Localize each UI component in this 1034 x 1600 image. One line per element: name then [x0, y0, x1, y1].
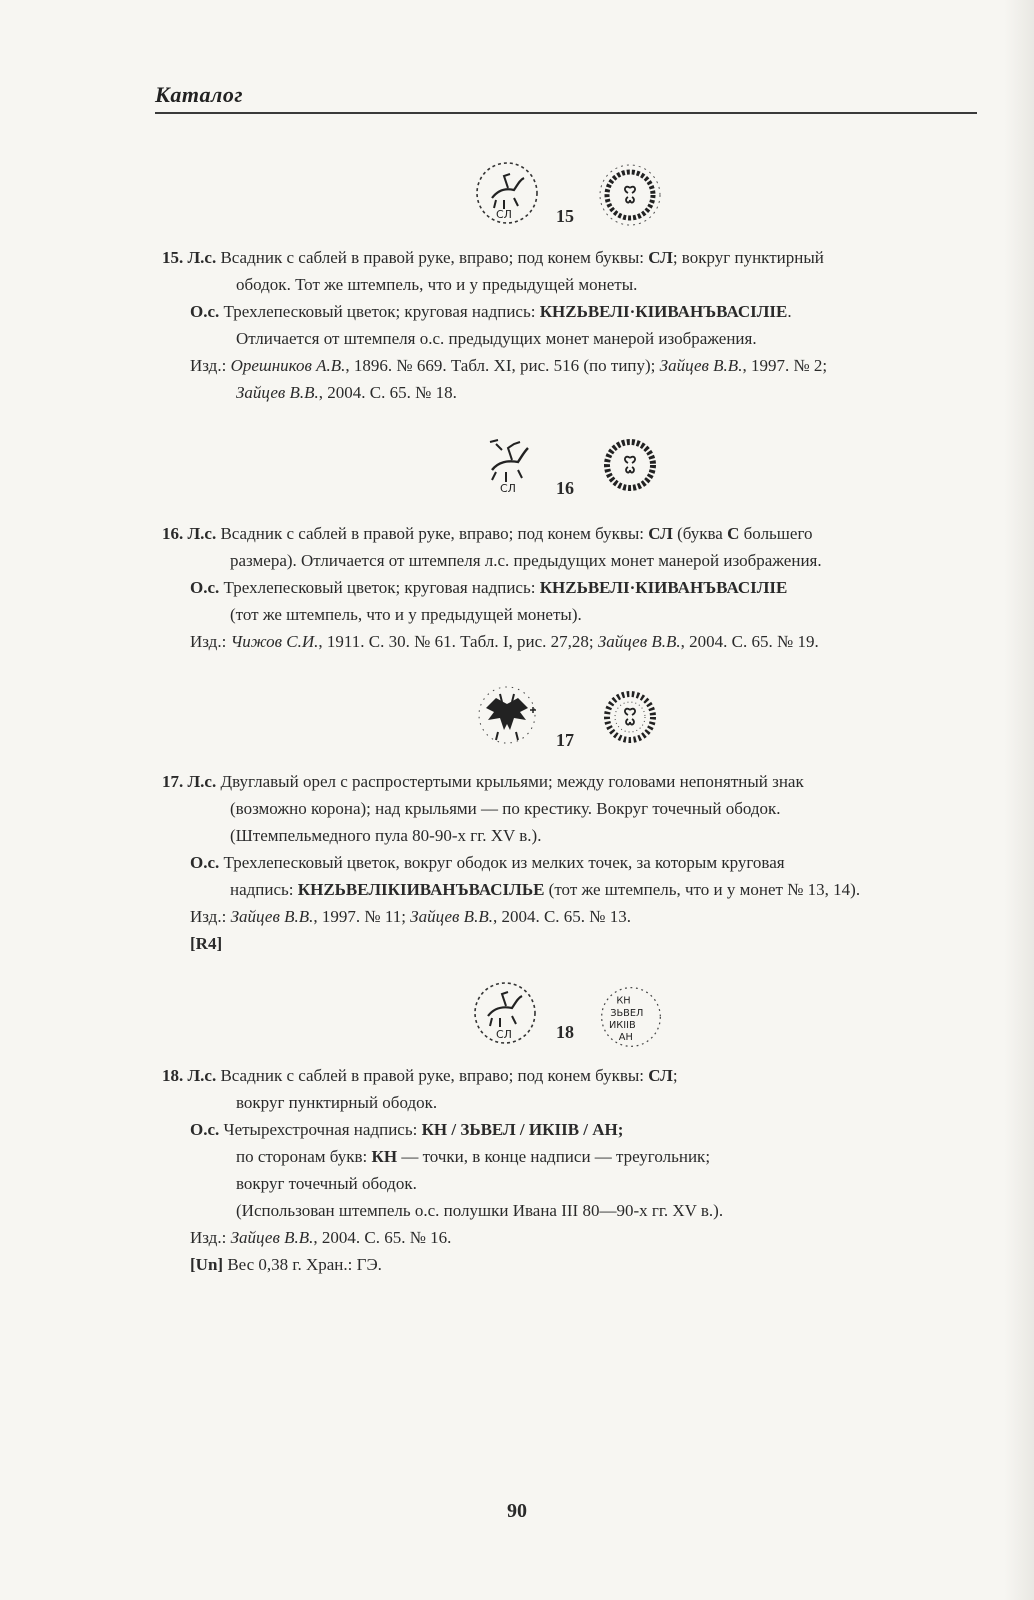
obverse-text: Всадник с саблей в правой руке, вправо; под конем буквы:: [216, 248, 649, 267]
author: Чижов С.И.: [230, 632, 319, 651]
reverse-continuation: Отличается от штемпеля о.с. предыдущих монет манерой изображения.: [236, 329, 757, 348]
reverse-flower-coin-image: [597, 432, 663, 498]
obverse-continuation: размера). Отличается от штемпеля л.с. предыдущих монет манерой изображения.: [230, 551, 822, 570]
obverse-letters: СЛ: [648, 1066, 673, 1085]
obverse-rider-coin-image: [476, 430, 542, 496]
catalog-entry-16: [162, 520, 952, 655]
reverse-label: О.с.: [190, 578, 220, 597]
reverse-label: О.с.: [190, 302, 220, 321]
rarity-mark: [R4]: [190, 934, 223, 953]
svg-text:АН: АН: [618, 1032, 633, 1044]
entry-label: 18. Л.с.: [162, 1066, 217, 1085]
obverse-rider-coin-image: [472, 980, 538, 1046]
coin-figure-18: [0, 980, 1034, 1060]
svg-text:СЛ: СЛ: [496, 1028, 512, 1041]
obverse-text: ; вокруг пунктирный: [672, 248, 824, 267]
catalog-entry-17: [162, 768, 952, 957]
author: Зайцев В.В.: [230, 907, 314, 926]
reverse-text: Трехлепесковый цветок, вокруг ободок из мелких точек, за которым круговая: [219, 853, 785, 872]
reverse-flower-coin-image: [597, 162, 663, 228]
reverse-continuation: (тот же штемпель, что и у предыдущей монеты).: [230, 605, 582, 624]
obverse-letters: СЛ: [648, 524, 673, 543]
obverse-text: Всадник с саблей в правой руке, вправо; под конем буквы:: [216, 1066, 649, 1085]
figure-number: 16: [556, 478, 574, 498]
entry-label: 16. Л.с.: [162, 524, 217, 543]
figure-number: 17: [556, 730, 574, 750]
obverse-continuation: (Штемпельмедного пула 80-90-х гг. XV в.).: [230, 826, 542, 845]
obverse-continuation: ободок. Тот же штемпель, что и у предыдущей монеты.: [236, 275, 638, 294]
obverse-continuation: вокруг пунктирный ободок.: [236, 1093, 438, 1112]
svg-text:СЛ: СЛ: [496, 208, 512, 221]
publication-label: Изд.:: [190, 356, 231, 375]
obverse-continuation: (возможно корона); над крыльями — по крестику. Вокруг точечный ободок.: [230, 799, 781, 818]
author: Зайцев В.В.: [410, 907, 493, 926]
catalog-entry-18: [162, 1062, 952, 1278]
reverse-continuation: надпись:: [230, 880, 298, 899]
reverse-legend: КНZЬВЕЛІ·КІИВАНЪВАСІЛІЕ: [539, 302, 788, 321]
obverse-text: ;: [672, 1066, 678, 1085]
figure-number: 18: [556, 1022, 574, 1042]
author: Зайцев В.В.: [236, 383, 319, 402]
svg-text:ЗЬВЕЛ: ЗЬВЕЛ: [610, 1007, 644, 1019]
reverse-legend: КНZЬВЕЛІ·КІИВАНЪВАСІЛІЕ: [539, 578, 788, 597]
reference: , 2004. С. 65. № 19.: [680, 632, 819, 651]
svg-text:ИКІІВ: ИКІІВ: [609, 1020, 636, 1031]
author: Орешников А.В.: [230, 356, 346, 375]
coin-figure-17: [0, 680, 1034, 760]
header-rule: [155, 112, 977, 114]
reverse-continuation: — точки, в конце надписи — треугольник;: [397, 1147, 711, 1166]
figure-number: 15: [556, 206, 574, 226]
reverse-label: О.с.: [190, 853, 220, 872]
reference: , 2004. С. 65. № 13.: [492, 907, 632, 926]
reference: , 2004. С. 65. № 18.: [318, 383, 457, 402]
reverse-legend: КНZЬВЕЛІКІИВАНЪВАСІЛЬЕ: [297, 880, 545, 899]
running-header: [155, 82, 977, 114]
reference: , 2004. С. 65. № 16.: [313, 1228, 452, 1247]
reverse-continuation: (тот же штемпель, что и у монет № 13, 14).: [544, 880, 861, 899]
obverse-letter: С: [727, 524, 740, 543]
obverse-letters: СЛ: [648, 248, 673, 267]
reference: , 1997. № 2;: [742, 356, 828, 375]
entry-label: 17. Л.с.: [162, 772, 217, 791]
obverse-text: Двуглавый орел с распростертыми крыльями; между головами непонятный знак: [216, 772, 804, 791]
reverse-continuation: по сторонам букв:: [236, 1147, 372, 1166]
publication-label: Изд.:: [190, 1228, 231, 1247]
reference: , 1896. № 669. Табл. XI, рис. 516 (по типу);: [345, 356, 660, 375]
publication-label: Изд.:: [190, 632, 231, 651]
entry-label: 15. Л.с.: [162, 248, 217, 267]
obverse-text: (буква: [672, 524, 728, 543]
page-number: 90: [507, 1500, 527, 1522]
header-title: Каталог: [155, 82, 243, 107]
reverse-text: Четырехстрочная надпись:: [219, 1120, 422, 1139]
reverse-text: Трехлепесковый цветок; круговая надпись:: [219, 302, 540, 321]
obverse-eagle-coin-image: [474, 682, 540, 748]
reverse-letters: КН: [371, 1147, 398, 1166]
reverse-flower-coin-image: [597, 684, 663, 750]
reverse-label: О.с.: [190, 1120, 220, 1139]
rarity-mark: [Un]: [190, 1255, 224, 1274]
publication-label: Изд.:: [190, 907, 231, 926]
reference: , 1997. № 11;: [313, 907, 411, 926]
reference: , 1911. С. 30. № 61. Табл. I, рис. 27,28;: [318, 632, 598, 651]
svg-text:КН: КН: [616, 995, 631, 1007]
author: Зайцев В.В.: [659, 356, 743, 375]
svg-text:СЛ: СЛ: [500, 482, 516, 495]
catalog-entry-15: [162, 244, 952, 406]
author: Зайцев В.В.: [230, 1228, 314, 1247]
reverse-continuation: вокруг точечный ободок.: [236, 1174, 417, 1193]
obverse-text: Всадник с саблей в правой руке, вправо; под конем буквы:: [216, 524, 649, 543]
reverse-legend: КН / ЗЬВЕЛ / ИКІІВ / АН;: [421, 1120, 624, 1139]
coin-figure-16: [0, 430, 1034, 510]
author: Зайцев В.В.: [597, 632, 681, 651]
reverse-inscription-coin-image: [598, 984, 664, 1050]
coin-figure-15: [0, 160, 1034, 240]
obverse-rider-coin-image: [474, 160, 540, 226]
reverse-text: .: [787, 302, 792, 321]
reverse-continuation: (Использован штемпель о.с. полушки Ивана III 80—90-х гг. XV в.).: [236, 1201, 724, 1220]
reverse-text: Трехлепесковый цветок; круговая надпись:: [219, 578, 540, 597]
storage-info: Вес 0,38 г. Хран.: ГЭ.: [223, 1255, 382, 1274]
page-edge-shadow: [1004, 0, 1034, 1600]
obverse-text: большего: [739, 524, 813, 543]
